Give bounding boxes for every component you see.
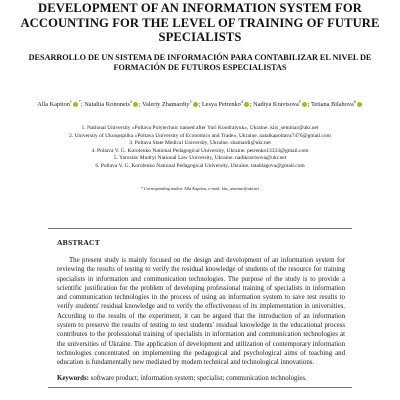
paper-title: DEVELOPMENT OF AN INFORMATION SYSTEM FOR ACCOUNTING FOR THE LEVEL OF TRAINING OF FUTURE SPECIALISTS	[20, 1, 380, 44]
author-name: Nataliia Kononets	[84, 101, 130, 109]
author-list: Alla Kapiton$^1$ *; Nataliia Kononets$^2$ ; Valeriy Zhamardiy$^3$ ; Lesya Petrenko$^4$ ; Nadiya Kravtsova$^5$ ; Tetiana Bilahova$^6$	[20, 98, 380, 110]
affiliation-line: 2. University of Ukoopspilka «Poltava University of Economics and Trade», Ukraine. natalkapoltava7476@gmail.com	[69, 132, 331, 139]
author-affiliation-number: 3	[189, 99, 192, 104]
author	[37, 101, 81, 108]
author-name: Valeriy Zhamardiy	[142, 101, 190, 109]
orcid-icon[interactable]	[244, 102, 249, 107]
orcid-icon[interactable]	[133, 102, 138, 107]
orcid-icon[interactable]	[357, 102, 362, 107]
abstract-body: The present study is mainly focused on the design and development of an information system for reviewing the results of testing to verify the residual knowledge of students of the resource for training specialists in information and communication technologies. The purpose of the study is to provide a scientific justification for the problem of developing professional training of specialists in information and communication technologies in the process of using an information system to save test results to verify students' residual knowledge and to verify the effectiveness of its implementation in universities. According to the results of the experiment, it can be argued that the introduction of an information system to preserve the results of testing to test students' residual knowledge in the educational process contributes to the professional training of specialists in information and communication technologies at the universities of Ukraine. The application of development and utilization of contemporary information technologies concentrated on implementing the pedagogical and psychological aims of teaching and education is fundamentally new mediated by modern technical and technological innovations.	[57, 257, 345, 367]
author	[142, 101, 198, 108]
abstract-top-rule	[48, 228, 352, 229]
author-name: Alla Kapiton	[37, 101, 70, 109]
affiliation-line: 5. Yaroslav Mudryi National Law University, Ukraine. nadikravtsova@ukr.net	[113, 155, 287, 161]
abstract-heading: ABSTRACT	[57, 238, 100, 247]
affiliation-line: 1. National University «Poltava Polytechnic named after Yuri Kondratyuk», Ukraine. kits_seminar@ukr.net	[81, 125, 319, 131]
affiliation-line: 3. Poltava State Medical University, Ukraine. shamardi@ukr.net	[129, 140, 271, 146]
affiliation-line: 4. Poltava V. G. Korolenko National Pedagogical University, Ukraine. petrenko13333@gmail.com	[91, 147, 309, 154]
keywords-label: Keywords:	[57, 375, 89, 382]
author-name: Tetiana Bilahova	[311, 101, 354, 109]
author	[202, 101, 250, 108]
affiliation-line: 6. Poltava V. G. Korolenko National Pedagogical University, Ukraine. tatablagova@gmail.com	[95, 162, 305, 169]
author-affiliation-number: 6	[353, 99, 356, 104]
author-affiliation-number: 1	[69, 99, 72, 104]
orcid-icon[interactable]	[302, 102, 307, 107]
keywords-text: software product; information system; specialist; communication technologies.	[90, 375, 307, 382]
keywords-line	[57, 374, 347, 383]
orcid-icon[interactable]	[193, 102, 198, 107]
author-affiliation-number: 4	[240, 99, 243, 104]
abstract-bottom-rule	[48, 387, 352, 388]
paper-subtitle: DESARROLLO DE UN SISTEMA DE INFORMACIÓN PARA CONTABILIZAR EL NIVEL DE FORMACIÓN DE FUTUROS ESPECIALISTAS	[28, 53, 372, 72]
author-name: Lesya Petrenko	[201, 101, 241, 109]
corresponding-mark: *	[78, 99, 81, 104]
corresponding-author-note: * Corresponding author. Alla Kapiton, e-mail: kits_seminar@ukr.net	[140, 186, 260, 191]
author	[253, 101, 308, 108]
orcid-icon[interactable]	[73, 102, 78, 107]
author	[84, 101, 139, 108]
author-affiliation-number: 2	[129, 99, 132, 104]
author-affiliation-number: 5	[298, 99, 301, 104]
affiliation-list	[15, 125, 385, 170]
author-name: Nadiya Kravtsova	[253, 101, 299, 109]
author	[311, 101, 363, 108]
